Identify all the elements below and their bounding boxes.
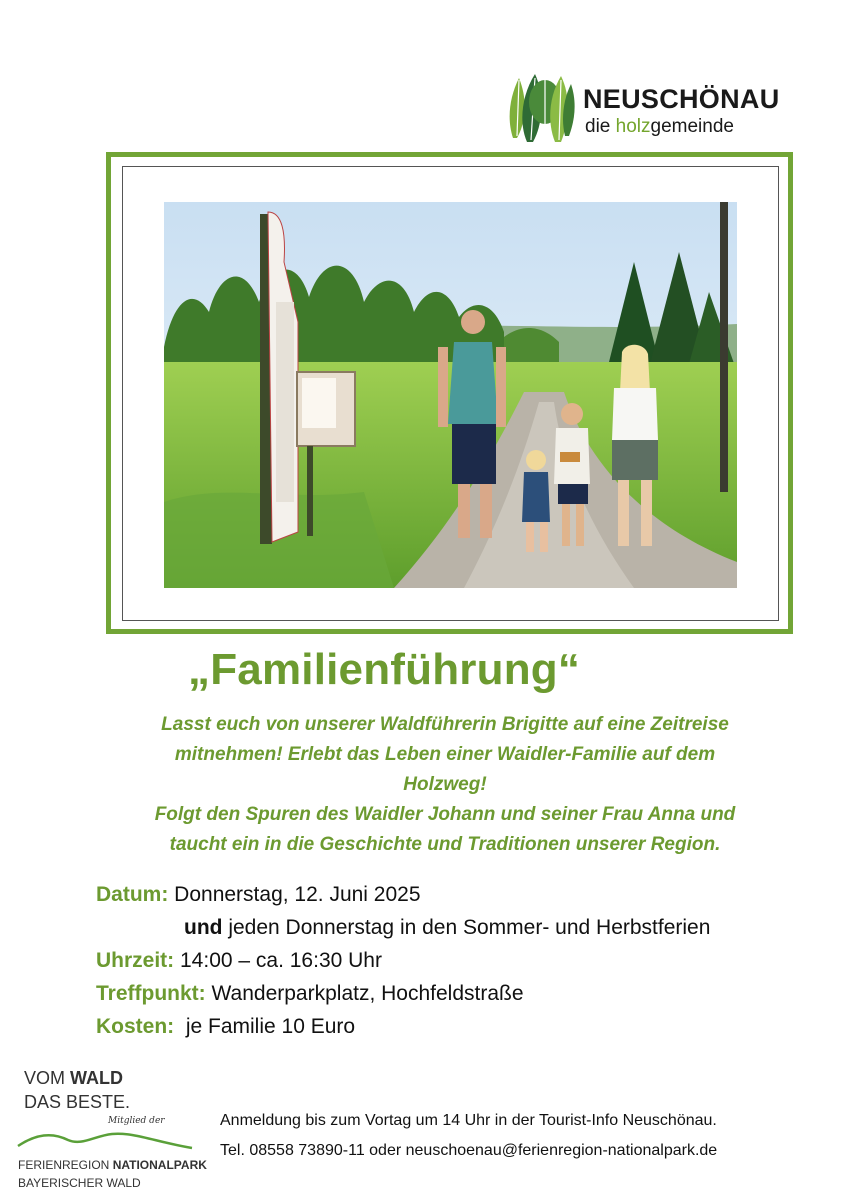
intro-line: taucht ein in die Geschichte und Traditionen unserer Region.: [169, 834, 721, 855]
badge-line2: DAS BESTE.: [24, 1092, 131, 1112]
extra-dates-value: jeden Donnerstag in den Sommer- und Herbstferien: [222, 916, 711, 939]
date-value: Donnerstag, 12. Juni 2025: [168, 883, 421, 906]
neuschoenau-logo: [505, 72, 805, 144]
logo-name: NEUSCHÖNAU: [583, 84, 780, 114]
extra-dates-and: und: [184, 916, 223, 939]
time-row: [96, 944, 710, 977]
registration-line1: Anmeldung bis zum Vortag um 14 Uhr in der Tourist-Info Neuschönau.: [220, 1112, 717, 1129]
registration-info: [220, 1106, 717, 1166]
intro-text: [100, 710, 790, 860]
cost-label: Kosten:: [96, 1015, 175, 1038]
leaves-logo-icon: [505, 72, 577, 144]
logo-tagline-prefix: die: [585, 116, 616, 137]
hills-icon: [16, 1126, 196, 1156]
time-label: Uhrzeit:: [96, 949, 175, 972]
meeting-point-label: Treffpunkt:: [96, 982, 206, 1005]
badge-region-b: NATIONALPARK: [112, 1158, 207, 1172]
meeting-point-row: [96, 977, 710, 1010]
intro-line: Holzweg!: [403, 774, 487, 795]
page-title: „Familienführung“: [188, 645, 581, 694]
badge-line1-a: VOM: [24, 1068, 71, 1088]
logo-tagline-suffix: gemeinde: [650, 116, 734, 137]
badge-region: [18, 1158, 207, 1172]
date-label: Datum:: [96, 883, 169, 906]
time-value: 14:00 – ca. 16:30 Uhr: [174, 949, 382, 972]
meeting-point-value: Wanderparkplatz, Hochfeldstraße: [205, 982, 524, 1005]
cost-value: je Familie 10 Euro: [174, 1015, 356, 1038]
date-row: [96, 878, 710, 911]
extra-dates-row: [96, 911, 710, 944]
badge-line1: [24, 1068, 123, 1089]
event-details: [96, 878, 710, 1043]
badge-region-a: FERIENREGION: [18, 1158, 113, 1172]
intro-line: Folgt den Spuren des Waidler Johann und seiner Frau Anna und: [154, 804, 736, 825]
badge-line1-b: WALD: [70, 1068, 124, 1088]
badge-region2: BAYERISCHER WALD: [18, 1176, 141, 1190]
intro-line: mitnehmen! Erlebt das Leben einer Waidler-Familie auf dem: [174, 744, 716, 765]
registration-line2: Tel. 08558 73890-11 oder neuschoenau@ferienregion-nationalpark.de: [220, 1142, 718, 1159]
badge-member: Mitglied der: [108, 1116, 165, 1126]
logo-tagline-highlight: holz: [615, 116, 651, 137]
ferienregion-badge: [16, 1068, 207, 1193]
family-walk-photo: [164, 202, 737, 588]
cost-row: [96, 1010, 710, 1043]
logo-tagline: [585, 116, 734, 138]
intro-line: Lasst euch von unserer Waldführerin Brigitte auf eine Zeitreise: [161, 714, 729, 735]
